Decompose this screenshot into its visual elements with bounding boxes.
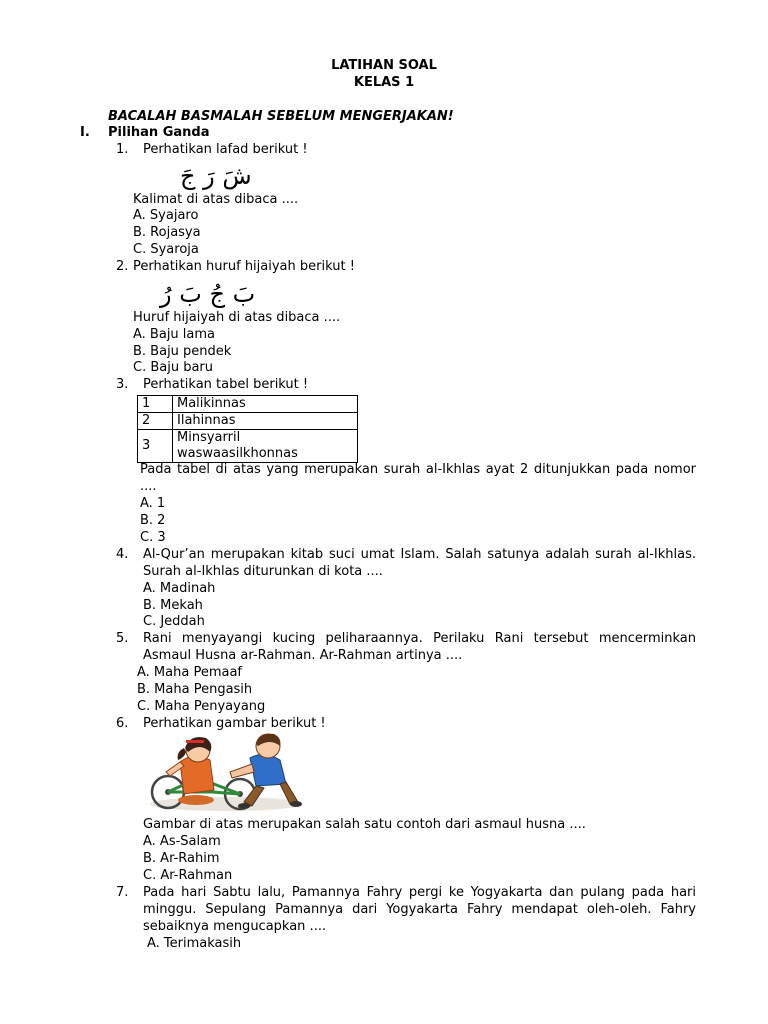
table-cell-text: Malikinnas [173, 396, 358, 413]
table-row [138, 430, 358, 463]
question-6-text: Perhatikan gambar berikut ! [143, 716, 326, 731]
question-5-option-c: C. Maha Penyayang [137, 699, 266, 714]
table-cell-text: Minsyarril waswaasilkhonnas [173, 430, 358, 463]
question-1-number: 1. [116, 142, 129, 157]
question-7-text: Pada hari Sabtu lalu, Pamannya Fahry pergi ke Yogyakarta dan pulang pada hari minggu. Sepulang Pamannya dari Yogyakarta Fahry mendapat oleh-oleh. Fahry sebaiknya mengucapkan .... [143, 885, 696, 934]
question-3-option-c: C. 3 [140, 530, 166, 545]
question-4-option-a: A. Madinah [143, 581, 216, 596]
question-2-text: Perhatikan huruf hijaiyah berikut ! [133, 259, 355, 274]
question-4-option-b: B. Mekah [143, 598, 203, 613]
question-3-option-a: A. 1 [140, 496, 166, 511]
question-3-table [137, 395, 358, 463]
table-cell-number: 1 [138, 396, 173, 413]
table-cell-number: 2 [138, 413, 173, 430]
question-1-option-a: A. Syajaro [133, 208, 199, 223]
question-4-option-c: C. Jeddah [143, 614, 205, 629]
question-1-option-c: C. Syaroja [133, 242, 199, 257]
question-1-arabic: شَ رَ جَ [180, 162, 252, 190]
table-cell-number: 3 [138, 430, 173, 463]
question-6-option-b: B. Ar-Rahim [143, 851, 220, 866]
page-subtitle: KELAS 1 [353, 75, 415, 90]
table-row [138, 413, 358, 430]
question-3-text: Perhatikan tabel berikut ! [143, 377, 309, 392]
question-6-option-c: C. Ar-Rahman [143, 868, 233, 883]
question-5-option-b: B. Maha Pengasih [137, 682, 253, 697]
section-number: I. [80, 125, 90, 140]
question-3-number: 3. [116, 377, 129, 392]
question-2-option-a: A. Baju lama [133, 327, 216, 342]
question-2-option-c: C. Baju baru [133, 360, 214, 375]
page-title: LATIHAN SOAL [331, 58, 437, 73]
girl-figure [166, 737, 214, 805]
question-2-prompt: Huruf hijaiyah di atas dibaca .... [133, 310, 341, 325]
question-6-option-a: A. As-Salam [143, 834, 221, 849]
question-1-prompt: Kalimat di atas dibaca .... [133, 192, 299, 207]
children-helping-illustration [140, 732, 312, 812]
question-3-option-b: B. 2 [140, 513, 166, 528]
question-4-number: 4. [116, 547, 129, 562]
table-cell-text: Ilahinnas [173, 413, 358, 430]
question-2-option-b: B. Baju pendek [133, 344, 232, 359]
question-5-option-a: A. Maha Pemaaf [137, 665, 242, 680]
section-title: Pilihan Ganda [108, 125, 210, 140]
question-2-number: 2. [116, 259, 129, 274]
table-row [138, 396, 358, 413]
question-6-number: 6. [116, 716, 129, 731]
question-2-arabic: بَ جُ بَ رُ [160, 280, 256, 308]
question-6-prompt: Gambar di atas merupakan salah satu contoh dari asmaul husna .... [143, 817, 586, 832]
question-4-text: Al-Qur’an merupakan kitab suci umat Islam. Salah satunya adalah surah al-Ikhlas. Surah al-Ikhlas diturunkan di kota .... [143, 547, 696, 579]
question-1-option-b: B. Rojasya [133, 225, 201, 240]
question-1-text: Perhatikan lafad berikut ! [143, 142, 308, 157]
question-5-text: Rani menyayangi kucing peliharaannya. Perilaku Rani tersebut mencerminkan Asmaul Husna ar-Rahman. Ar-Rahman artinya .... [143, 631, 696, 663]
question-7-option-a: A. Terimakasih [147, 936, 242, 951]
question-7-number: 7. [116, 885, 129, 900]
question-5-number: 5. [116, 631, 129, 646]
instruction-text: BACALAH BASMALAH SEBELUM MENGERJAKAN! [108, 109, 454, 124]
question-3-prompt: Pada tabel di atas yang merupakan surah al-Ikhlas ayat 2 ditunjukkan pada nomor .... [140, 462, 696, 494]
